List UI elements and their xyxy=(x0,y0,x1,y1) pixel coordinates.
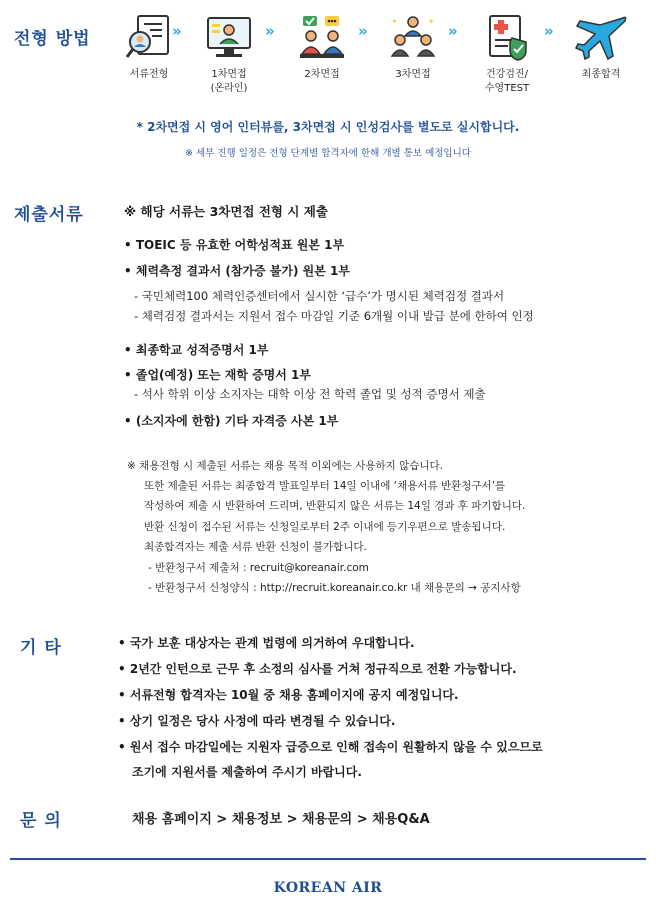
interview-icon xyxy=(297,12,347,62)
step-first-interview xyxy=(190,12,268,96)
section-title-etc: 기 타 xyxy=(20,638,62,658)
section-title-documents: 제출서류 xyxy=(14,205,84,225)
etc-item: • 2년간 인턴으로 근무 후 소정의 심사를 거쳐 정규직으로 전환 가능합니다. xyxy=(118,662,517,676)
etc-item: • 상기 일정은 당사 사정에 따라 변경될 수 있습니다. xyxy=(118,714,396,728)
korean-air-logo: KOREAN AIR xyxy=(273,880,383,896)
etc-item: • 국가 보훈 대상자는 관계 법령에 의거하여 우대합니다. xyxy=(118,636,415,650)
etc-item: • 서류전형 합격자는 10월 중 채용 홈페이지에 공지 예정입니다. xyxy=(118,688,459,702)
arrow-icon: » xyxy=(544,22,551,40)
notice-line: 또한 제출된 서류는 최종합격 발표일부터 14일 이내에 ‘채용서류 반환청구서’를 xyxy=(144,480,506,492)
process-subnote: ※ 세부 진행 일정은 전형 단계별 합격자에 한해 개별 통보 예정입니다 xyxy=(185,148,471,159)
step-third-interview xyxy=(374,12,452,82)
document-subitem: - 체력검정 결과서는 지원서 접수 마감일 기준 6개월 이내 발급 분에 한하여 인정 xyxy=(134,309,534,323)
documents-header: ※ 해당 서류는 3차면접 전형 시 제출 xyxy=(124,204,328,219)
notice-line: 최종합격자는 제출 서류 반환 신청이 불가합니다. xyxy=(144,541,367,553)
notice-line: 반환 신청이 접수된 서류는 신청일로부터 2주 이내에 등기우편으로 발송됩니다. xyxy=(144,521,506,533)
step-second-interview xyxy=(283,12,361,82)
notice-line: - 반환청구서 제출처 : recruit@koreanair.com xyxy=(148,562,369,574)
document-search-icon xyxy=(124,12,174,62)
section-title-inquiry: 문 의 xyxy=(20,811,62,831)
step-label: 서류전형 xyxy=(129,69,169,80)
step-label: 2차면접 xyxy=(304,69,340,80)
etc-item: • 원서 접수 마감일에는 지원자 급증으로 인해 접속이 원활하지 않을 수 있으므로 xyxy=(118,740,543,754)
step-label: 1차면접 (온라인) xyxy=(210,69,248,94)
document-subitem: - 국민체력100 체력인증센터에서 실시한 ‘급수’가 명시된 체력검정 결과서 xyxy=(134,289,505,303)
arrow-icon: » xyxy=(358,22,365,40)
step-label: 3차면접 xyxy=(395,69,431,80)
notice-line: 작성하여 제출 시 반환하여 드리며, 반환되지 않은 서류는 14일 경과 후 파기합니다. xyxy=(144,500,526,512)
step-label: 최종합격 xyxy=(581,69,621,80)
online-interview-icon xyxy=(204,12,254,62)
arrow-icon: » xyxy=(448,22,455,40)
document-item-toeic: • TOEIC 등 유효한 어학성적표 원본 1부 xyxy=(124,238,345,252)
document-item-graduation: • 졸업(예정) 또는 재학 증명서 1부 xyxy=(124,368,311,382)
svg-text:✦: ✦ xyxy=(391,17,398,26)
document-item-certificate: • (소지자에 한함) 기타 자격증 사본 1부 xyxy=(124,414,339,428)
arrow-icon: » xyxy=(265,22,272,40)
svg-text:✦: ✦ xyxy=(428,17,435,26)
group-interview-icon xyxy=(388,12,438,62)
notice-line: - 반환청구서 신청양식 : http://recruit.koreanair.co.kr 내 채용문의 → 공지사항 xyxy=(148,582,521,594)
arrow-icon: » xyxy=(172,22,179,40)
notice-line: ※ 채용전형 시 제출된 서류는 채용 목적 이외에는 사용하지 않습니다. xyxy=(127,460,444,472)
step-label: 건강검진/ 수영TEST xyxy=(484,69,530,94)
medical-check-icon xyxy=(482,12,532,62)
airplane-icon xyxy=(573,12,629,62)
document-item-transcript: • 최종학교 성적증명서 1부 xyxy=(124,343,269,357)
step-final-pass xyxy=(562,12,640,82)
document-subitem: - 석사 학위 이상 소지자는 대학 이상 전 학력 졸업 및 성적 증명서 제출 xyxy=(134,387,486,401)
inquiry-path: 채용 홈페이지 > 채용정보 > 채용문의 > 채용Q&A xyxy=(132,812,430,827)
footer-divider xyxy=(10,858,646,860)
document-item-fitness: • 체력측정 결과서 (참가증 불가) 원본 1부 xyxy=(124,264,350,278)
step-medical-check xyxy=(468,12,546,96)
section-title-process: 전형 방법 xyxy=(14,29,91,49)
etc-item: 조기에 지원서를 제출하여 주시기 바랍니다. xyxy=(132,765,362,779)
process-note: * 2차면접 시 영어 인터뷰를, 3차면접 시 인성검사를 별도로 실시합니다. xyxy=(136,120,520,134)
